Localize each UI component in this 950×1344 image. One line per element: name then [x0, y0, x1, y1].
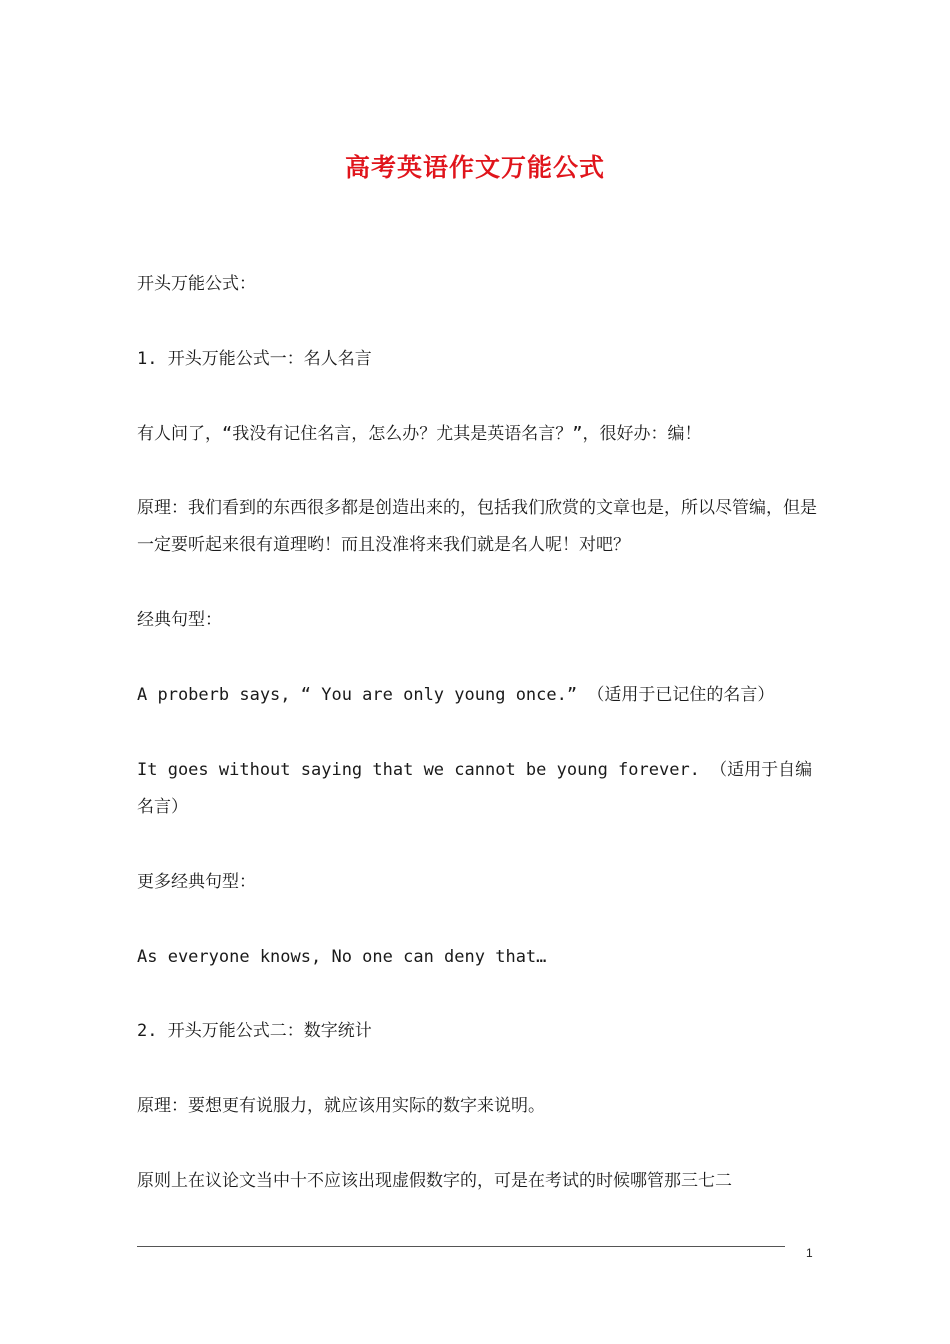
paragraph-principle-one: 原理：我们看到的东西很多都是创造出来的，包括我们欣赏的文章也是，所以尽管编，但是一定要听起来很有道理哟！而且没准将来我们就是名人呢！对吧？ [137, 498, 817, 555]
paragraph-more-classic-sentences: 更多经典句型： [137, 872, 256, 892]
paragraph-example-proverb: A proberb says, “ You are only young once.” （适用于已记住的名言） [137, 685, 775, 705]
paragraph-opening-formulas: 开头万能公式： [137, 274, 256, 294]
paragraph-as-everyone-knows: As everyone knows, No one can deny that… [137, 947, 547, 967]
paragraph-classic-sentences: 经典句型： [137, 610, 222, 630]
document-title: 高考英语作文万能公式 [344, 153, 605, 182]
paragraph-formula-one-heading: 1. 开头万能公式一：名人名言 [137, 349, 372, 369]
paragraph-example-self-made: It goes without saying that we cannot be young forever. （适用于自编名言） [137, 760, 813, 817]
paragraph-principle-two: 原理：要想更有说服力，就应该用实际的数字来说明。 [137, 1096, 545, 1116]
footer-divider [137, 1246, 785, 1247]
paragraph-principle-continued: 原则上在议论文当中十不应该出现虚假数字的，可是在考试的时候哪管那三七二 [137, 1171, 732, 1191]
paragraph-formula-two-heading: 2. 开头万能公式二：数字统计 [137, 1021, 372, 1041]
paragraph-question: 有人问了，“我没有记住名言，怎么办？尤其是英语名言？”，很好办：编！ [137, 424, 702, 444]
page-number: 1 [806, 1246, 813, 1260]
